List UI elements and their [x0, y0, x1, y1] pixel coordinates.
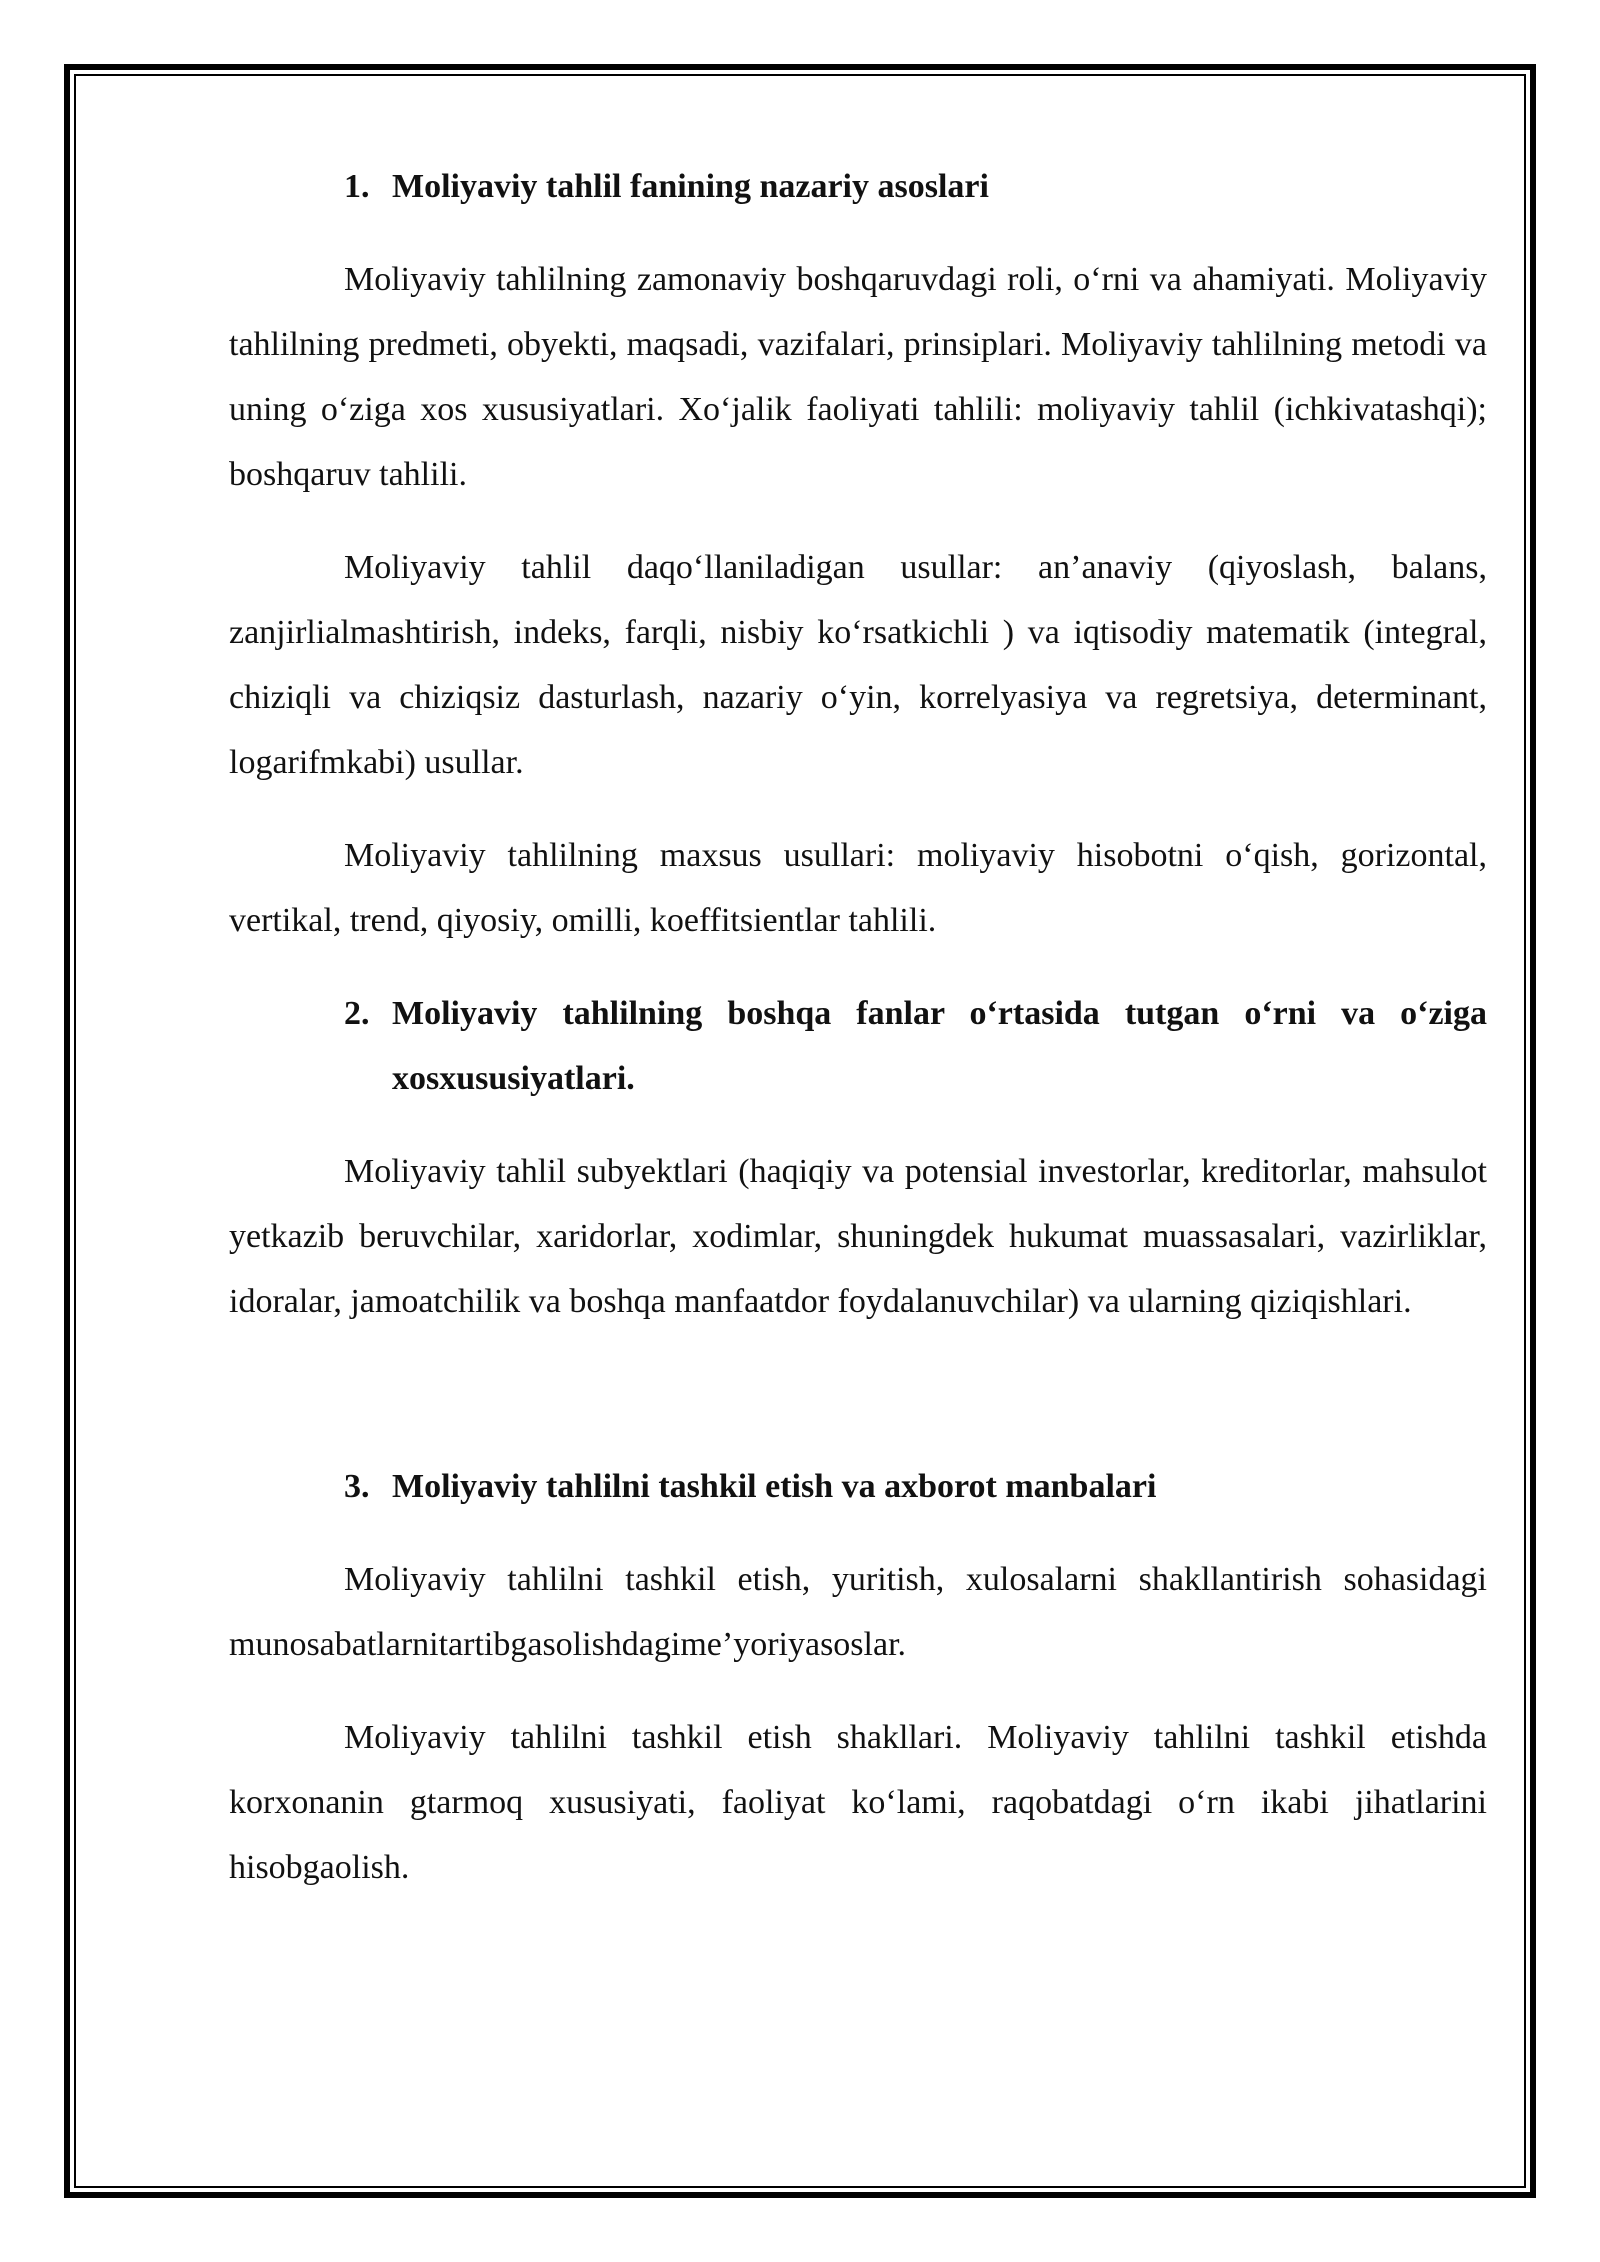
paragraph: Moliyaviy tahlilning zamonaviy boshqaruvdagi roli, o‘rni va ahamiyati. Moliyaviy tahlilning predmeti, obyekti, maqsadi, vazifalari, prinsiplari. Moliyaviy tahlilning metodi va uning o‘ziga xos xususiyatlari. Xo‘jalik faoliyati tahlili: moliyaviy tahlil (ichkivatashqi); boshqaruv tahlili.: [229, 261, 1487, 493]
section-number: 1.: [344, 168, 370, 205]
paragraph: Moliyaviy tahlil subyektlari (haqiqiy va potensial investorlar, kreditorlar, mahsulot yetkazib beruvchilar, xaridorlar, xodimlar, shuningdek hukumat muassasalari, vazirliklar, idoralar, jamoatchilik va boshqa manfaatdor foydalanuvchilar) va ularning qiziqishlari.: [229, 1153, 1487, 1320]
section-heading-3: [229, 1454, 1487, 1519]
section-title: Moliyaviy tahlilning boshqa fanlar o‘rtasida tutgan o‘rni va o‘ziga xosxususiyatlari.: [392, 995, 1487, 1097]
section-title: Moliyaviy tahlil fanining nazariy asoslari: [392, 168, 989, 205]
section-heading-2: [229, 981, 1487, 1111]
paragraph: Moliyaviy tahlilning maxsus usullari: moliyaviy hisobotni o‘qish, gorizontal, vertikal, trend, qiyosiy, omilli, koeffitsientlar tahlili.: [229, 837, 1487, 939]
paragraph: Moliyaviy tahlilni tashkil etish shakllari. Moliyaviy tahlilni tashkil etishda korxonanin gtarmoq xususiyati, faoliyat ko‘lami, raqobatdagi o‘rn ikabi jihatlarini hisobgaolish.: [229, 1719, 1487, 1886]
section-title: Moliyaviy tahlilni tashkil etish va axborot manbalari: [392, 1468, 1157, 1505]
section-number: 2.: [344, 995, 370, 1032]
section-number: 3.: [344, 1468, 370, 1505]
section-heading-1: [229, 154, 1487, 219]
paragraph: Moliyaviy tahlilni tashkil etish, yuritish, xulosalarni shakllantirish sohasidagi munosabatlarnitartibgasolishdagime’yoriyasoslar.: [229, 1561, 1487, 1663]
document-body: [229, 148, 1487, 1900]
paragraph: Moliyaviy tahlil daqo‘llaniladigan usullar: an’anaviy (qiyoslash, balans, zanjirlialmashtirish, indeks, farqli, nisbiy ko‘rsatkichli ) va iqtisodiy matematik (integral, chiziqli va chiziqsiz dasturlash, nazariy o‘yin, korrelyasiya va regretsiya, determinant, logarifmkabi) usullar.: [229, 549, 1487, 781]
